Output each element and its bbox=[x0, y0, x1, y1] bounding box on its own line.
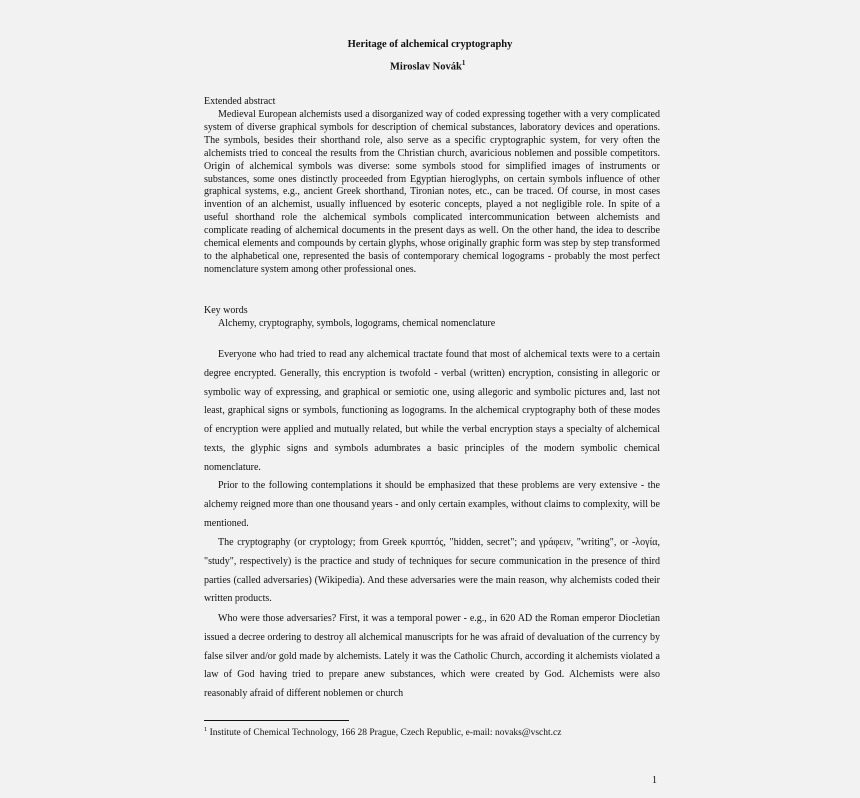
body-paragraph-text: Who were those adversaries? First, it was a temporal power - e.g., in 620 AD the Roman emperor Diocletian issued a decree ordering to destroy all alchemical manuscripts for he was afraid of devaluation of the currency by false silver and/or gold made by alchemists. Lately it was the Catholic Church, according it alchemists violated a law of God having tried to prepare anew substances, which were created by God. Alchemists were also reasonably afraid of different noblemen or church bbox=[204, 613, 660, 700]
body-paragraph-3 bbox=[204, 534, 660, 609]
footnote-separator bbox=[204, 720, 349, 721]
author-name bbox=[390, 59, 465, 73]
page-number: 1 bbox=[652, 775, 657, 786]
paper-title: Heritage of alchemical cryptography bbox=[347, 39, 513, 50]
footnote bbox=[204, 726, 561, 738]
author-footnote-mark: 1 bbox=[461, 59, 466, 67]
body-paragraph-text: Prior to the following contemplations it should be emphasized that these problems are very extensive - the alchemy reigned more than one thousand years - and only certain examples, without claims to complexity, will be mentioned. bbox=[204, 480, 660, 529]
author-name-text: Miroslav Novák bbox=[390, 61, 462, 73]
keywords-heading: Key words bbox=[204, 305, 248, 316]
keywords-text: Alchemy, cryptography, symbols, logograms, chemical nomenclature bbox=[218, 318, 496, 329]
body-paragraph-2 bbox=[204, 477, 660, 533]
body-paragraph-1 bbox=[204, 346, 660, 478]
footnote-mark: 1 bbox=[204, 726, 208, 733]
body-paragraph-text: Everyone who had tried to read any alchemical tractate found that most of alchemical texts were to a certain degree encrypted. Generally, this encryption is twofold - verbal (written) encryption, consisting in allegoric or symbolic way of expressing, and graphical or semiotic one, using allegoric and symbolic pictures and, last not least, graphical signs or symbols, functioning as logograms. In the alchemical cryptography both of these modes of encryption were applied and mutually related, but while the verbal encryption stays a specialty of alchemical texts, the glyphic signs and symbols adumbrates a basic principles of the modern symbolic chemical nomenclature. bbox=[204, 349, 660, 473]
abstract-heading: Extended abstract bbox=[204, 96, 276, 107]
body-paragraph-4 bbox=[204, 610, 660, 704]
footnote-text: Institute of Chemical Technology, 166 28 Prague, Czech Republic, e-mail: novaks@vscht.cz bbox=[209, 728, 562, 739]
abstract-text: Medieval European alchemists used a disorganized way of coded expressing together with a very complicated system of diverse graphical symbols for description of chemical substances, laboratory devices and operations. The symbols, besides their shorthand role, also serve as a specific cryptographic system, for very often the alchemists tried to conceal the results from the Christian church, avaricious noblemen and possible competitors. Origin of alchemical symbols was diverse: some symbols stood for simplified images of instruments or substances, some ones distinctly proceeded from Egyptian hieroglyphs, on certain symbols influence of other graphical systems, e.g., ancient Greek shorthand, Tironian notes, etc., can be traced. Of course, in most cases invention of an alchemist, usually influenced by esoteric concepts, played a not negligible role. In spite of a useful shorthand role the alchemical symbols complicated intercommunication between alchemists and complicate reading of alchemical documents in the present days as well. On the other hand, the idea to describe chemical elements and compounds by certain glyphs, whose originally graphic form was step by step transformed to the alphabetical one, represented the basis of contemporary chemical logograms - probably the most perfect nomenclature system among other professional ones. bbox=[204, 109, 660, 275]
body-paragraph-text: The cryptography (or cryptology; from Greek κρυπτός, "hidden, secret"; and γράφειν, "writing", or -λογία, "study", respectively) is the practice and study of techniques for secure communication in the presence of third parties (called adversaries) (Wikipedia). And these adversaries were the main reason, why alchemists coded their written products. bbox=[204, 537, 660, 605]
